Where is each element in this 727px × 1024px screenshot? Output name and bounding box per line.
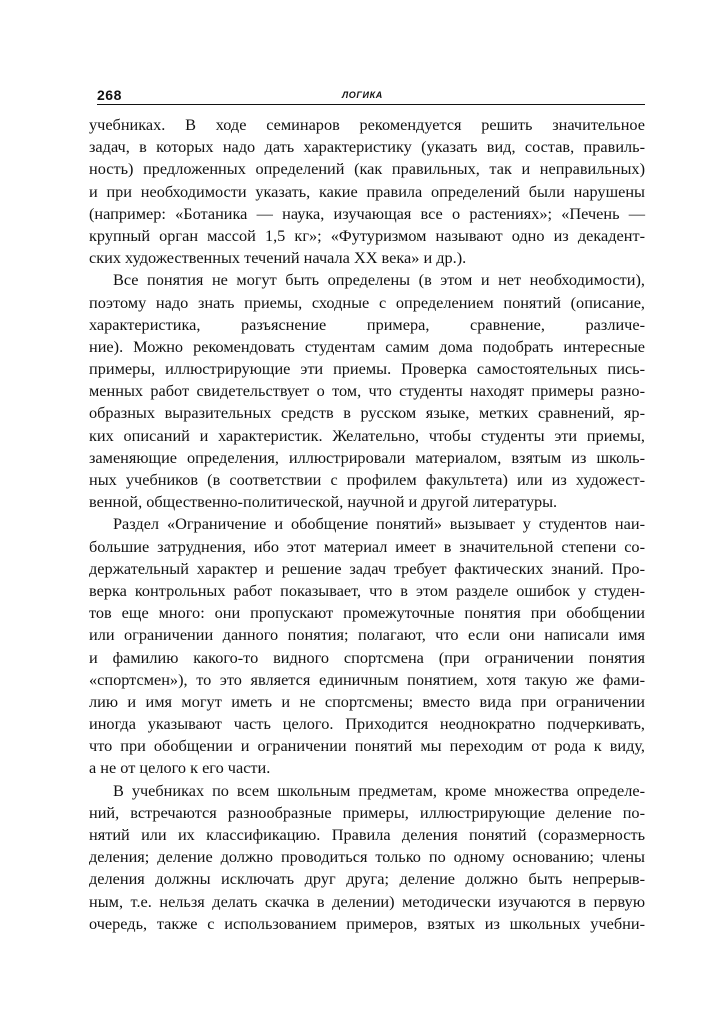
- text-line: верка контрольных работ показывает, что в этом разделе ошибок у студен-: [89, 580, 645, 600]
- text-line: (например: «Ботаника — наука, изучающая все о растениях»; «Печень —: [89, 203, 645, 223]
- text-line: и фамилию какого-то видного спортсмена (при ограничении понятия: [89, 647, 645, 667]
- text-line: тов еще много: они пропускают промежуточные понятия при обобщении: [89, 603, 645, 623]
- text-line: ний, встречаются разнообразные примеры, иллюстрирующие деление по-: [89, 802, 645, 822]
- text-line: нятий или их классификацию. Правила деления понятий (соразмерность: [89, 825, 645, 844]
- text-line: ность) предложенных определений (как правильных, так и неправильных): [89, 159, 645, 179]
- text-line: лию и имя могут иметь и не спортсмены; вместо вида при ограничении: [89, 691, 645, 711]
- text-line: «спортсмен»), то это является единичным понятием, хотя такую же фами-: [89, 669, 645, 689]
- text-line: ных учебников (в соответствии с профилем факультета) или из художест-: [89, 470, 645, 489]
- text-line: учебниках. В ходе семинаров рекомендуется решить значительное: [89, 115, 645, 134]
- running-head: ЛОГИКА: [342, 90, 383, 100]
- text-line: деления; деление должно проводиться только по одному основанию; члены: [89, 847, 645, 867]
- body-text: [89, 114, 645, 935]
- text-line: венной, общественно-политической, научной и другой литературы.: [89, 492, 558, 512]
- page-header: [97, 87, 645, 105]
- paragraph-first-line: Раздел «Ограничение и обобщение понятий» вызывает у студентов наи-: [113, 514, 645, 534]
- text-line: поэтому надо знать приемы, сходные с определением понятий (описание,: [89, 292, 645, 312]
- text-line: очередь, также с использованием примеров, взятых из школьных учебни-: [89, 913, 645, 933]
- page-number: 268: [97, 87, 122, 103]
- text-line: ние). Можно рекомендовать студентам самим дома подобрать интересные: [89, 336, 645, 356]
- text-line: характеристика, разъяснение примера, сравнение, различе-: [89, 314, 645, 334]
- text-line: примеры, иллюстрирующие эти приемы. Проверка самостоятельных пись-: [89, 359, 645, 379]
- text-line: большие затруднения, ибо этот материал имеет в значительной степени со-: [89, 536, 645, 556]
- text-line: крупный орган массой 1,5 кг»; «Футуризмом называют одно из декадент-: [89, 225, 645, 245]
- text-line: или ограничении данного понятия; полагают, что если они написали имя: [89, 625, 645, 645]
- text-line: ких описаний и характеристик. Желательно, чтобы студенты эти приемы,: [89, 425, 645, 445]
- text-line: и при необходимости указать, какие правила определений были нарушены: [89, 181, 645, 201]
- paragraph-first-line: В учебниках по всем школьным предметам, кроме множества определе-: [113, 780, 645, 800]
- paragraph-first-line: Все понятия не могут быть определены (в этом и нет необходимости),: [113, 270, 645, 290]
- text-line: иногда указывают часть целого. Приходится неоднократно подчеркивать,: [89, 714, 645, 734]
- text-line: держательный характер и решение задач требует фактических знаний. Про-: [89, 558, 645, 578]
- text-line: менных работ свидетельствует о том, что студенты находят примеры разно-: [89, 381, 645, 401]
- text-line: образных выразительных средств в русском языке, метких сравнений, яр-: [89, 403, 645, 423]
- text-line: деления должны исключать друг друга; деление должно быть непрерыв-: [89, 869, 645, 889]
- text-line: ным, т.е. нельзя делать скачка в делении) методически изучаются в первую: [89, 891, 645, 911]
- text-line: что при обобщении и ограничении понятий мы переходим от рода к виду,: [89, 736, 645, 756]
- text-line: а не от целого к его части.: [89, 758, 271, 778]
- text-line: задач, в которых надо дать характеристику (указать вид, состав, правиль-: [89, 137, 645, 157]
- text-line: ских художественных течений начала XX века» и др.).: [89, 248, 467, 268]
- text-line: заменяющие определения, иллюстрировали материалом, взятым из школь-: [89, 447, 645, 467]
